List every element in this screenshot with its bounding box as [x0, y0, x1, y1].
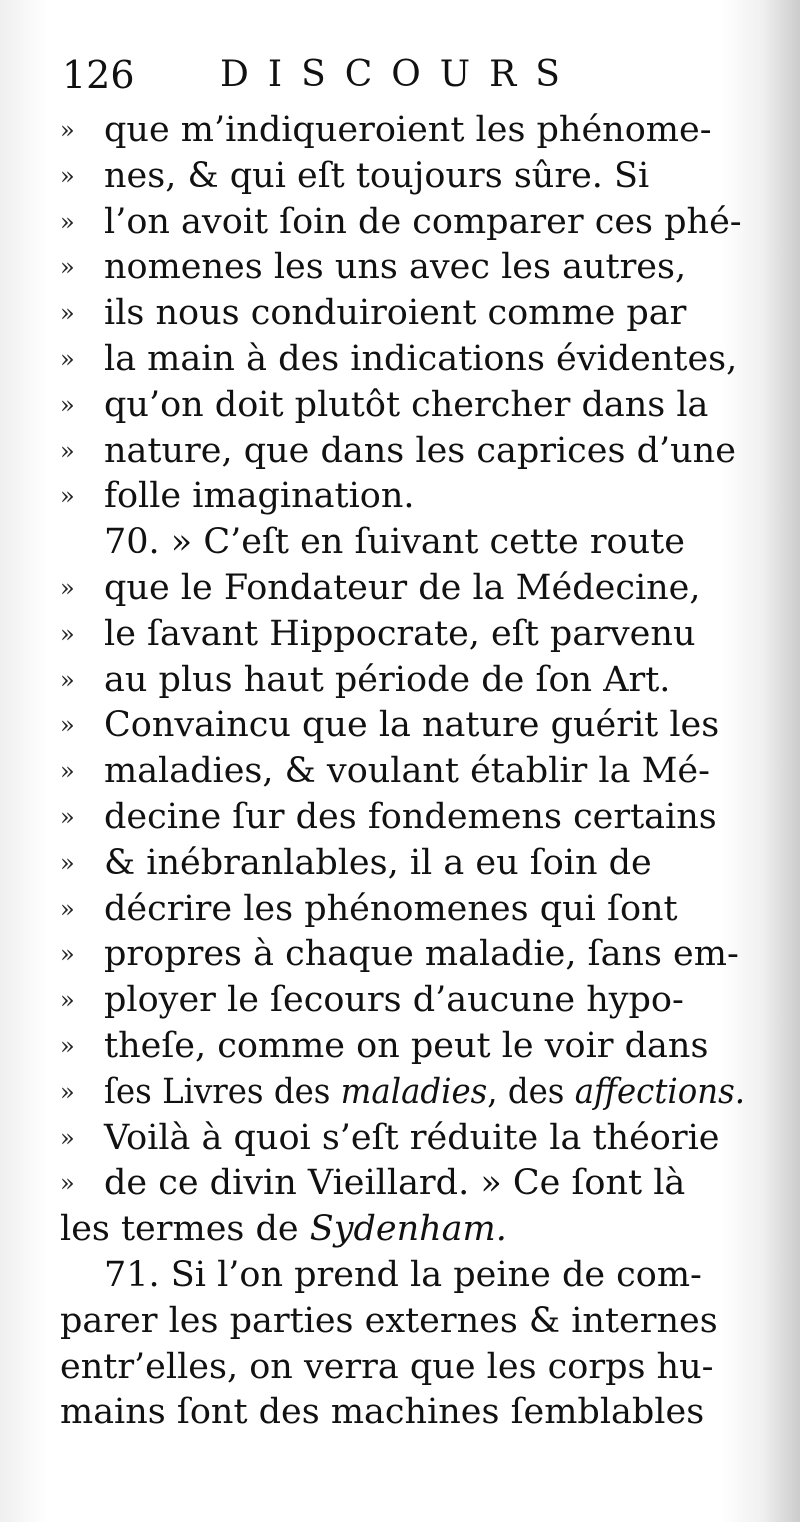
quote-mark: »	[60, 848, 75, 877]
quote-mark: »	[60, 436, 75, 465]
text-line	[60, 841, 745, 887]
line-text: qu’on doit plutôt chercher dans la	[104, 384, 709, 425]
line-text: décrire les phénomenes qui ſont	[104, 888, 678, 929]
text-line	[60, 887, 745, 933]
line-text: mains ſont des machines ſemblables	[60, 1392, 705, 1433]
text-line	[60, 749, 745, 795]
text-line	[60, 1390, 745, 1436]
quote-mark: »	[60, 1123, 75, 1152]
text-line	[60, 1253, 745, 1299]
line-text: que le Fondateur de la Médecine,	[104, 567, 701, 608]
quote-mark: »	[60, 207, 75, 236]
text-line	[60, 108, 745, 154]
text-line	[60, 566, 745, 612]
quote-mark: »	[60, 482, 75, 511]
line-text: au plus haut période de ſon Art.	[104, 659, 671, 700]
line-text: le ſavant Hippocrate, eſt parvenu	[104, 613, 696, 654]
text-line	[60, 703, 745, 749]
line-text: nes, & qui eſt toujours sûre. Si	[104, 155, 650, 196]
text-line	[60, 1345, 745, 1391]
line-text: 70. » C’eſt en ſuivant cette route	[104, 522, 685, 563]
text-line	[60, 932, 745, 978]
line-text	[60, 1207, 507, 1253]
text-line	[60, 1024, 745, 1070]
italic-text: Sydenham.	[309, 1209, 507, 1250]
page-edge-shadow	[762, 0, 800, 1522]
quote-mark: »	[60, 711, 75, 740]
quote-mark: »	[60, 940, 75, 969]
text-line	[60, 1116, 745, 1162]
text-segment: ſes Livres des	[104, 1071, 341, 1112]
quote-mark: »	[60, 665, 75, 694]
text-line	[60, 520, 745, 566]
quote-mark: »	[60, 573, 75, 602]
text-line	[60, 978, 745, 1024]
quote-mark: »	[60, 253, 75, 282]
line-text	[104, 1070, 745, 1116]
line-text: Convaincu que la nature guérit les	[104, 705, 720, 746]
line-text: decine ſur des fondemens certains	[104, 796, 717, 837]
quote-mark: »	[60, 1077, 75, 1106]
line-text: ployer le ſecours d’aucune hypo-	[104, 980, 684, 1021]
quote-mark: »	[60, 986, 75, 1015]
line-text: la main à des indications évidentes,	[104, 338, 738, 379]
quote-mark: »	[60, 344, 75, 373]
line-text: folle imagination.	[104, 476, 415, 517]
text-segment: les termes de	[60, 1209, 310, 1250]
line-text: Voilà à quoi s’eſt réduite la théorie	[104, 1117, 720, 1158]
quote-mark: »	[60, 894, 75, 923]
text-line	[60, 612, 745, 658]
line-text: nomenes les uns avec les autres,	[104, 247, 687, 288]
quote-mark: »	[60, 116, 75, 144]
text-line	[60, 1299, 745, 1345]
text-line	[60, 1161, 745, 1207]
text-line	[60, 795, 745, 841]
text-line	[60, 291, 745, 337]
quote-mark: »	[60, 1031, 75, 1060]
quote-mark: »	[60, 299, 75, 328]
text-line	[60, 1207, 745, 1253]
italic-text: affections.	[574, 1071, 745, 1112]
text-line	[60, 474, 745, 520]
text-segment: , des	[487, 1071, 575, 1112]
line-text: entr’elles, on verra que les corps hu-	[60, 1346, 714, 1387]
text-line	[60, 429, 745, 475]
line-text: que m’indiqueroient les phénome-	[104, 110, 712, 150]
body-text	[60, 108, 745, 1436]
quote-mark: »	[60, 161, 75, 190]
quote-mark: »	[60, 802, 75, 831]
line-text: & inébranlables, il a eu ſoin de	[104, 842, 652, 883]
line-text: parer les parties externes & internes	[60, 1300, 718, 1341]
text-line	[60, 337, 745, 383]
line-text: propres à chaque maladie, ſans em-	[104, 934, 739, 975]
quote-mark: »	[60, 1169, 75, 1198]
text-line	[60, 658, 745, 704]
line-text: l’on avoit ſoin de comparer ces phé-	[104, 201, 742, 242]
page-header	[62, 50, 762, 100]
quote-mark: »	[60, 390, 75, 419]
text-line	[60, 383, 745, 429]
line-text: nature, que dans les caprices d’une	[104, 430, 736, 471]
running-head: DISCOURS	[220, 54, 579, 95]
quote-mark: »	[60, 619, 75, 648]
quote-mark: »	[60, 757, 75, 786]
line-text: ils nous conduiroient comme par	[104, 293, 687, 334]
line-text: 71. Si l’on prend la peine de com-	[104, 1254, 702, 1295]
text-line	[60, 154, 745, 200]
text-line	[60, 1070, 745, 1116]
italic-text: maladies	[340, 1071, 488, 1112]
line-text: maladies, & voulant établir la Mé-	[104, 751, 710, 792]
line-text: theſe, comme on peut le voir dans	[104, 1025, 709, 1066]
text-line	[60, 200, 745, 246]
text-line	[60, 245, 745, 291]
line-text: de ce divin Vieillard. » Ce ſont là	[104, 1163, 686, 1204]
page-number: 126	[62, 53, 135, 97]
